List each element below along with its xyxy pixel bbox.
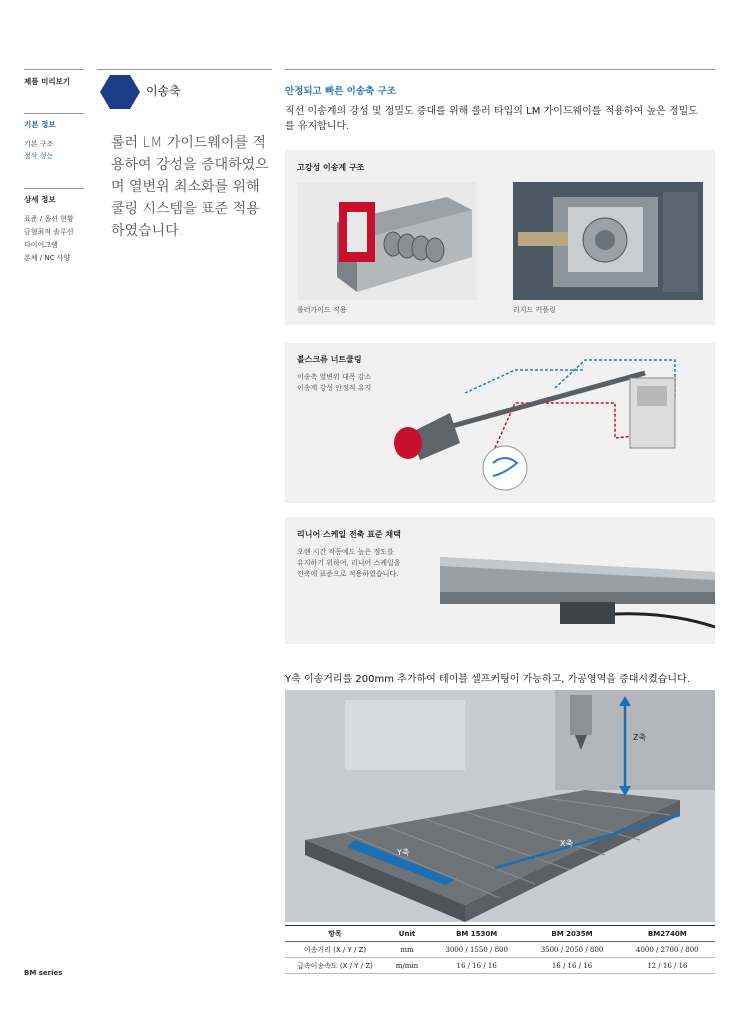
- axis-label-z: Z축: [633, 733, 647, 742]
- table-row: [285, 958, 715, 974]
- machine-table-photo: [285, 690, 715, 922]
- nav-item-cutting[interactable]: 절삭 성능: [24, 152, 54, 160]
- table-cell: 급속이송속도 (X / Y / Z): [285, 958, 385, 974]
- table-cell: 이송거리 (X / Y / Z): [285, 942, 385, 958]
- table-row: [285, 942, 715, 958]
- panel-nut-cooling: [285, 343, 715, 503]
- table-cell: m/min: [385, 958, 429, 974]
- panel-text-line: 전축에 표준으로 적용하였습니다.: [297, 570, 399, 578]
- nav-item-options[interactable]: 표준 / 옵션 현황: [24, 215, 74, 223]
- table-header-cell: Unit: [385, 926, 429, 942]
- nav-preview[interactable]: 제품 미리보기: [24, 77, 71, 86]
- panel-linear-scale: [285, 517, 715, 644]
- nav-detail-head[interactable]: 상세 정보: [24, 195, 56, 204]
- column-divider: [97, 69, 272, 70]
- section-lead: 롤러 LM 가이드웨이를 적용하여 강성을 증대하였으며 열변위 최소화를 위해 쿨링 시스템을 표준 적용하였습니다.: [111, 135, 269, 239]
- ballscrew-cooling-diagram: [375, 348, 710, 498]
- nav-basic-head[interactable]: 기본 정보: [24, 120, 56, 129]
- table-cell: 16 / 16 / 16: [524, 958, 619, 974]
- nav-divider: [24, 69, 84, 70]
- nav-divider: [24, 188, 84, 189]
- main-intro: 직선 이송계의 강성 및 정밀도 증대를 위해 롤러 타입의 LM 가이드웨이를 적용하여 높은 정밀도를 유지합니다.: [285, 106, 698, 132]
- axis-label-x: X축: [560, 839, 574, 848]
- panel-text-line: 이송축 열변위 대폭 감소: [297, 373, 372, 381]
- caption-rigid-coupling: 리지드 커플링: [513, 306, 556, 314]
- footer-series: BM series: [24, 969, 63, 977]
- panel-title: 고강성 이송계 구조: [297, 163, 365, 172]
- section-title: 이송축: [146, 84, 181, 98]
- photo-caption: Y축 이송거리를 200mm 추가하여 테이블 셀프커팅이 가능하고, 가공영역을 증대시켰습니다.: [285, 674, 690, 685]
- table-cell: 16 / 16 / 16: [429, 958, 524, 974]
- rigid-coupling-image: [513, 182, 703, 300]
- table-cell: mm: [385, 942, 429, 958]
- machine-table-image: [285, 690, 715, 922]
- nav-divider: [24, 113, 84, 114]
- panel-title: 리니어 스케일 전축 표준 채택: [297, 530, 401, 539]
- table-header-cell: BM 1530M: [429, 926, 524, 942]
- spec-table: [285, 925, 715, 974]
- roller-guide-image: [297, 182, 477, 300]
- table-header-cell: BM 2035M: [524, 926, 619, 942]
- nav-item-nc[interactable]: 본체 / NC 사양: [24, 254, 71, 262]
- panel-rigid-structure: [285, 150, 715, 325]
- nav-item-diagram[interactable]: 다이어그램: [24, 241, 58, 249]
- nav-item-mold[interactable]: 금형최적 솔루션: [24, 228, 74, 236]
- panel-text-line: 유지하기 위하여, 리니어 스케일을: [297, 559, 401, 567]
- panel-text-line: 오랜 시간 작동에도 높은 정도를: [297, 548, 394, 556]
- caption-roller-guide: 롤러가이드 적용: [297, 306, 347, 314]
- table-cell: 3000 / 1550 / 800: [429, 942, 524, 958]
- axis-label-y: Y축: [397, 848, 410, 857]
- column-divider: [285, 69, 715, 70]
- linear-scale-image: [440, 542, 715, 637]
- panel-text-line: 이송계 강성 안정적 유지: [297, 384, 372, 392]
- nav-item-basic-structure[interactable]: 기본 구조: [24, 140, 54, 148]
- table-header-cell: 항목: [285, 926, 385, 942]
- table-cell: 4000 / 2700 / 800: [620, 942, 715, 958]
- table-cell: 12 / 16 / 16: [620, 958, 715, 974]
- panel-title: 볼스크류 너트쿨링: [297, 355, 362, 364]
- table-header-row: [285, 926, 715, 942]
- section-hexagon-icon: [100, 75, 140, 109]
- main-heading: 안정되고 빠른 이송축 구조: [285, 86, 396, 97]
- table-cell: 3500 / 2050 / 800: [524, 942, 619, 958]
- table-header-cell: BM2740M: [620, 926, 715, 942]
